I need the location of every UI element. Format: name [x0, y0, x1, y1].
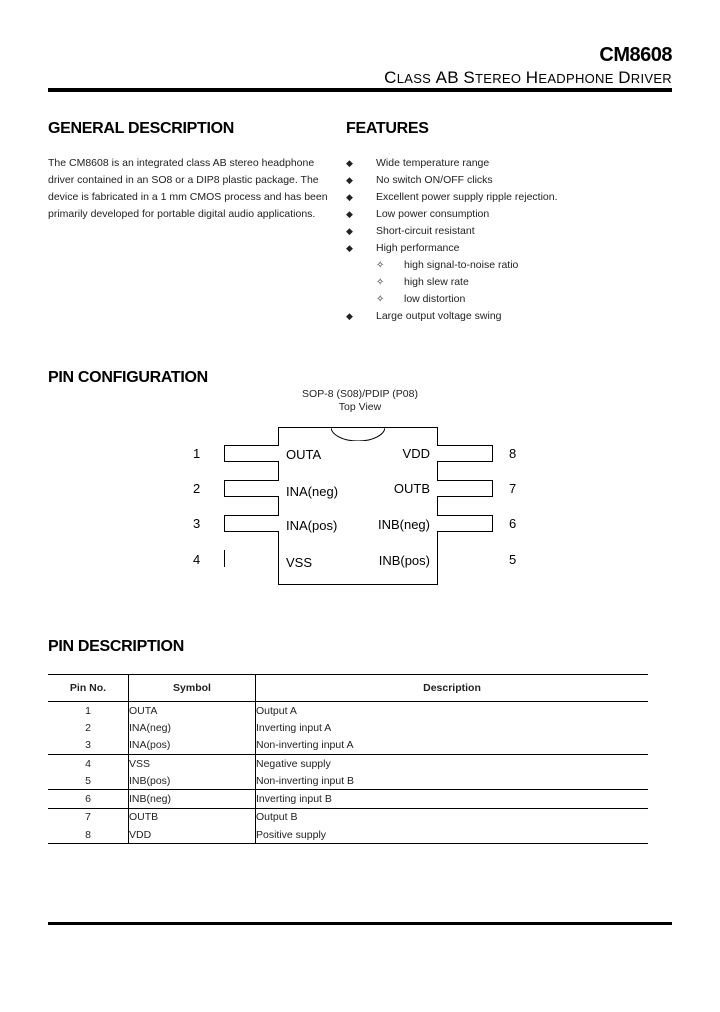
pin-number: 5 [509, 552, 517, 567]
diamond-bullet-icon: ◆ [346, 175, 353, 185]
pin-lead [224, 480, 279, 497]
subtitle-word: DRIVER [618, 68, 672, 87]
feature-item: ◆ No switch ON/OFF clicks [346, 172, 666, 189]
pin-label: OUTB [393, 481, 430, 496]
pin-label: INA(pos) [286, 518, 338, 533]
table-row: 2 INA(neg) Inverting input A [48, 719, 648, 736]
column-header: Symbol [129, 675, 256, 702]
diamond-bullet-icon: ◆ [346, 192, 353, 202]
subtitle-word: CLASS [384, 68, 432, 87]
feature-item: ◆ Short-circuit resistant [346, 223, 666, 240]
pin-lead [437, 515, 493, 532]
table-row: 7 OUTB Output B [48, 808, 648, 826]
table-row: 6 INB(neg) Inverting input B [48, 790, 648, 808]
feature-item: ◆ High performance [346, 240, 666, 257]
table-row: 4 VSS Negative supply [48, 754, 648, 772]
star-bullet-icon: ✧ [376, 294, 385, 305]
subtitle-word: STEREO [463, 68, 522, 87]
pin1-notch-icon [331, 427, 385, 441]
subtitle-word: HEADPHONE [525, 68, 614, 87]
feature-subitem: ✧ high slew rate [346, 274, 666, 291]
feature-subitem: ✧ low distortion [346, 291, 666, 308]
header-rule [48, 88, 672, 92]
pin-lead [437, 445, 493, 462]
pin-lead [224, 550, 225, 567]
pin-number: 8 [509, 446, 517, 461]
table-row: 5 INB(pos) Non-inverting input B [48, 772, 648, 790]
pin-label: INA(neg) [286, 484, 339, 499]
pin-label: INB(neg) [377, 517, 430, 532]
pin-number: 7 [509, 481, 517, 496]
table-row: 8 VDD Positive supply [48, 826, 648, 844]
star-bullet-icon: ✧ [376, 277, 385, 288]
general-description-text: The CM8608 is an integrated class AB stereo headphone driver contained in an SO8 or a DIP8 plastic package. The device is fabricated in a 1 mm CMOS process and has been primarily developed for portable digital audio applications. [48, 157, 328, 220]
pin-lead [224, 515, 279, 532]
pin-label: VSS [286, 555, 313, 570]
column-header: Pin No. [48, 675, 129, 702]
diamond-bullet-icon: ◆ [346, 209, 353, 219]
general-description-heading: GENERAL DESCRIPTION [48, 120, 235, 137]
pin-label: VDD [402, 446, 430, 461]
table-header-row [48, 675, 648, 702]
feature-item: ◆ Large output voltage swing [346, 308, 666, 325]
package-caption [260, 388, 460, 414]
document-subtitle [384, 68, 672, 88]
pin-lead [437, 480, 493, 497]
features-heading: FEATURES [346, 120, 429, 137]
feature-item: ◆ Excellent power supply ripple rejection. [346, 189, 666, 206]
pin-configuration-heading: PIN CONFIGURATION [48, 369, 208, 386]
diamond-bullet-icon: ◆ [346, 158, 353, 168]
pin-description-heading: PIN DESCRIPTION [48, 638, 184, 655]
footer-rule [48, 922, 672, 925]
part-number: CM8608 [599, 44, 672, 66]
pin-description-table [48, 674, 648, 844]
subtitle-word: AB [435, 68, 459, 87]
feature-item: ◆ Low power consumption [346, 206, 666, 223]
pin-number: 3 [193, 516, 201, 531]
pin-label: INB(pos) [378, 553, 430, 568]
diamond-bullet-icon: ◆ [346, 226, 353, 236]
package-type: SOP-8 (S08)/PDIP (P08) [302, 388, 418, 400]
features-list [346, 155, 666, 325]
star-bullet-icon: ✧ [376, 260, 385, 271]
feature-item: ◆ Wide temperature range [346, 155, 666, 172]
pin-number: 6 [509, 516, 517, 531]
pin-lead [224, 445, 279, 462]
table-row: 1 OUTA Output A [48, 702, 648, 720]
diamond-bullet-icon: ◆ [346, 311, 353, 321]
pin-number: 1 [193, 446, 201, 461]
pin-number: 4 [193, 552, 201, 567]
diamond-bullet-icon: ◆ [346, 243, 353, 253]
pin-label: OUTA [286, 447, 322, 462]
package-view: Top View [338, 401, 382, 413]
feature-subitem: ✧ high signal-to-noise ratio [346, 257, 666, 274]
pin-number: 2 [193, 481, 201, 496]
table-row: 3 INA(pos) Non-inverting input A [48, 737, 648, 755]
column-header: Description [256, 675, 649, 702]
